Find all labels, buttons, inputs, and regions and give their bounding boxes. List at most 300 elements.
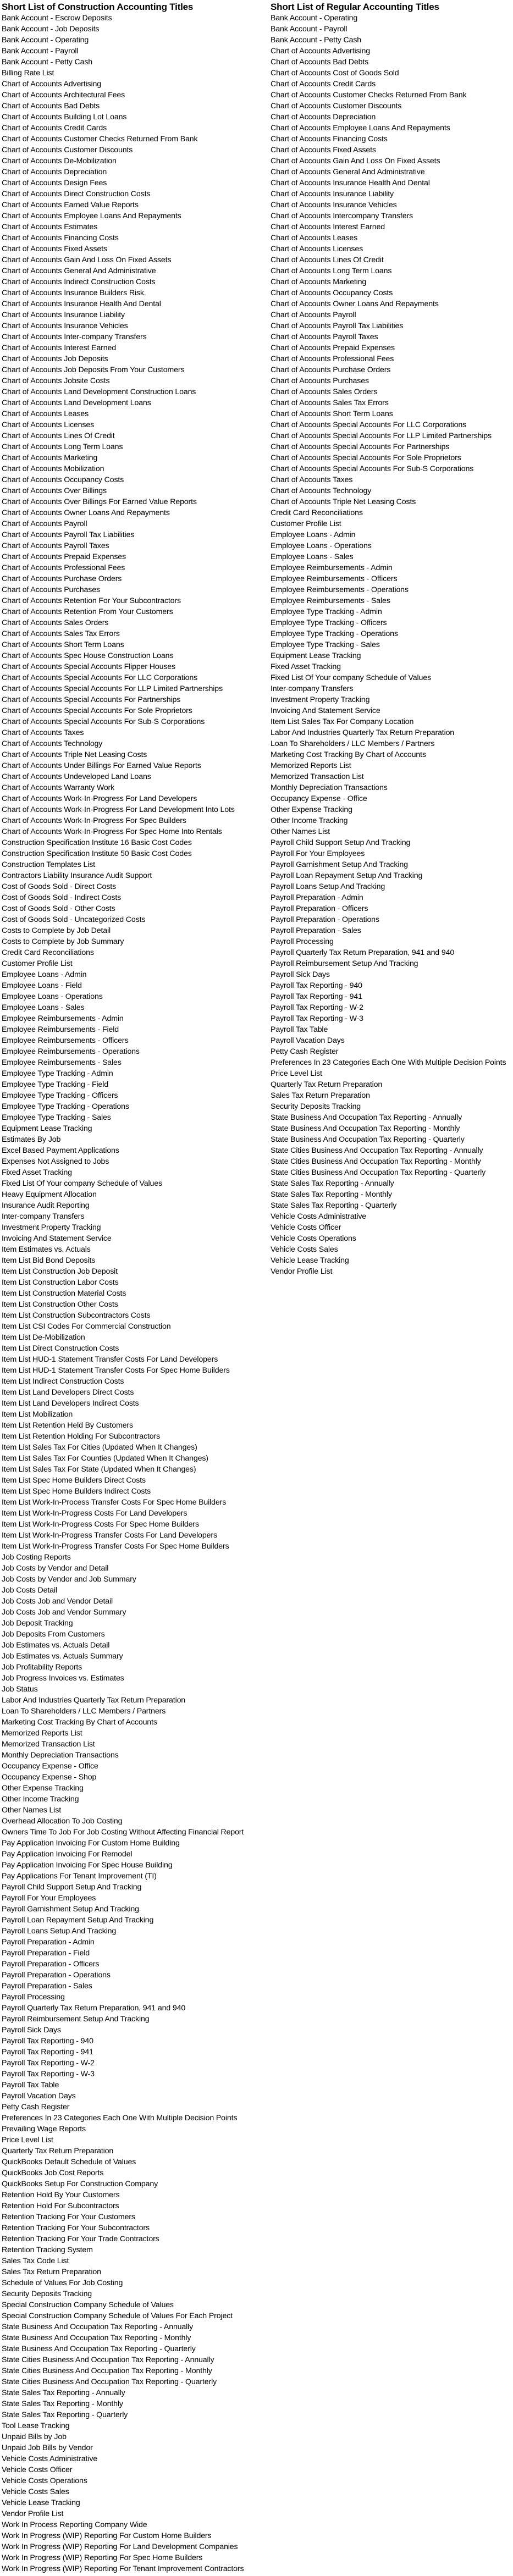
list-item: Security Deposits Tracking (2, 2290, 92, 2298)
list-item: State Business And Occupation Tax Reporting - Quarterly (2, 2345, 196, 2353)
list-item: Job Costs Job and Vendor Detail (2, 1597, 113, 1606)
list-item: Schedule of Values For Job Costing (2, 2279, 123, 2287)
list-item: Employee Loans - Admin (2, 970, 87, 979)
list-item: Chart of Accounts Technology (271, 487, 372, 495)
list-item: Employee Reimbursements - Operations (271, 585, 409, 594)
list-item: Chart of Accounts Purchase Orders (2, 574, 122, 583)
list-item: Chart of Accounts Insurance Health And Dental (2, 300, 161, 308)
list-item: Chart of Accounts Sales Orders (2, 618, 109, 627)
list-item: Other Names List (2, 1806, 61, 1815)
list-item: Chart of Accounts Land Development Loans (2, 399, 151, 407)
list-item: Employee Loans - Sales (271, 552, 354, 561)
list-item: Employee Loans - Field (2, 981, 82, 990)
list-item: Payroll Child Support Setup And Tracking (2, 1883, 142, 1892)
list-item: Vendor Profile List (2, 2509, 64, 2518)
list-item: Chart of Accounts Mobilization (2, 465, 104, 473)
list-item: Chart of Accounts Warranty Work (2, 783, 115, 792)
list-item: Chart of Accounts Insurance Liability (271, 190, 394, 198)
list-item: Item List Spec Home Builders Direct Costs (2, 1476, 146, 1485)
list-item: State Business And Occupation Tax Reporting - Monthly (2, 2334, 191, 2342)
list-item: Chart of Accounts Special Accounts Flipper Houses (2, 662, 175, 671)
list-item: Prevailing Wage Reports (2, 2125, 86, 2133)
list-item: Petty Cash Register (2, 2103, 70, 2111)
list-item: Item List Work-In-Progress Costs For Land Developers (2, 1509, 187, 1518)
list-item: Chart of Accounts Work-In-Progress For Land Developers (2, 794, 197, 803)
list-item: Chart of Accounts Insurance Builders Risk. (2, 289, 146, 297)
list-item: Payroll Tax Reporting - 941 (271, 992, 362, 1001)
list-item: Chart of Accounts Short Term Loans (271, 410, 393, 418)
list-item: Employee Type Tracking - Officers (2, 1091, 118, 1100)
list-item: Chart of Accounts Sales Orders (271, 388, 378, 396)
list-item: Memorized Transaction List (2, 1740, 95, 1749)
list-item: Chart of Accounts Payroll (2, 519, 87, 528)
list-item: Retention Tracking System (2, 2246, 93, 2254)
list-item: Sales Tax Code List (2, 2257, 69, 2265)
list-item: Item List Retention Holding For Subcontractors (2, 1432, 161, 1441)
list-item: Chart of Accounts Owner Loans And Repayments (2, 508, 170, 517)
list-item: Chart of Accounts Long Term Loans (271, 267, 392, 275)
list-item: Cost of Goods Sold - Other Costs (2, 904, 115, 913)
list-item: Chart of Accounts Professional Fees (2, 563, 125, 572)
list-item: Chart of Accounts Technology (2, 739, 103, 748)
list-item: Item List HUD-1 Statement Transfer Costs For Spec Home Builders (2, 1366, 230, 1375)
list-item: Item List Construction Material Costs (2, 1289, 126, 1298)
list-item: Chart of Accounts Work-In-Progress For Land Development Into Lots (2, 805, 235, 814)
list-item: Employee Reimbursements - Field (2, 1025, 119, 1034)
list-item: State Business And Occupation Tax Reporting - Annually (2, 2323, 194, 2331)
list-item: Retention Tracking For Your Customers (2, 2213, 135, 2221)
list-item: Retention Hold By Your Customers (2, 2191, 120, 2199)
list-item: Chart of Accounts Sales Tax Errors (2, 629, 120, 638)
list-item: Chart of Accounts Bad Debts (2, 102, 100, 110)
list-item: Chart of Accounts Taxes (2, 728, 84, 737)
list-item: Bank Account - Payroll (271, 25, 347, 34)
list-item: Chart of Accounts Job Deposits (2, 355, 108, 363)
list-item: Work In Progress (WIP) Reporting For Spec Home Builders (2, 2553, 203, 2562)
list-item: Item List De-Mobilization (2, 1333, 85, 1342)
list-item: Chart of Accounts De-Mobilization (2, 157, 117, 165)
list-item: Chart of Accounts Customer Checks Returned From Bank (271, 91, 467, 99)
list-item: Payroll For Your Employees (2, 1894, 96, 1903)
list-item: State Business And Occupation Tax Reporting - Annually (271, 1113, 462, 1122)
list-item: Chart of Accounts Payroll Tax Liabilities (2, 530, 135, 539)
list-item: Vehicle Lease Tracking (2, 2498, 80, 2507)
list-item: Item List Work-In-Progress Transfer Costs For Spec Home Builders (2, 1542, 229, 1551)
list-item: Fixed List Of Your company Schedule of Values (2, 1179, 162, 1188)
list-item: Chart of Accounts Occupancy Costs (2, 476, 124, 484)
list-item: Item List Sales Tax For State (Updated When It Changes) (2, 1465, 196, 1474)
list-item: Chart of Accounts Triple Net Leasing Costs (271, 497, 416, 506)
list-item: Work In Progress (WIP) Reporting For Land Development Companies (2, 2542, 238, 2551)
list-item: State Sales Tax Reporting - Monthly (2, 2400, 123, 2408)
list-item: Monthly Depreciation Transactions (271, 783, 388, 792)
list-item: Chart of Accounts Architectural Fees (2, 91, 125, 99)
list-item: Chart of Accounts Leases (271, 234, 358, 242)
construction-titles-column (2, 2, 255, 2574)
list-item: Payroll Loan Repayment Setup And Tracking (2, 1916, 154, 1925)
list-item: Equipment Lease Tracking (2, 1124, 92, 1133)
list-item: Employee Loans - Operations (2, 992, 103, 1001)
list-item: Occupancy Expense - Office (271, 794, 367, 803)
list-item: Chart of Accounts Retention From Your Customers (2, 607, 173, 616)
list-item: Payroll Tax Reporting - W-3 (2, 2070, 95, 2079)
list-item: Construction Templates List (2, 860, 95, 869)
list-item: Chart of Accounts Special Accounts For Sub-S Corporations (2, 717, 205, 726)
list-item: Other Income Tracking (271, 816, 348, 825)
list-item: Chart of Accounts Jobsite Costs (2, 377, 110, 385)
list-item: Item List Land Developers Indirect Costs (2, 1399, 139, 1408)
list-item: Chart of Accounts Cost of Goods Sold (271, 69, 399, 78)
list-item: Chart of Accounts Depreciation (271, 113, 376, 121)
list-item: Chart of Accounts Work-In-Progress For Spec Home Into Rentals (2, 827, 222, 836)
list-item: Chart of Accounts Leases (2, 410, 89, 418)
list-item: State Sales Tax Reporting - Annually (271, 1179, 394, 1188)
list-item: Chart of Accounts Prepaid Expenses (271, 344, 395, 352)
list-item: Chart of Accounts Customer Discounts (2, 146, 133, 154)
list-item: Chart of Accounts Special Accounts For LLC Corporations (2, 673, 198, 682)
list-item: Employee Reimbursements - Officers (271, 574, 398, 583)
list-item: Item List HUD-1 Statement Transfer Costs For Land Developers (2, 1355, 218, 1364)
list-item: Payroll Tax Reporting - W-3 (271, 1014, 363, 1023)
list-item: Chart of Accounts Design Fees (2, 179, 107, 187)
list-item: Overhead Allocation To Job Costing (2, 1817, 123, 1826)
list-item: Chart of Accounts Job Deposits From Your Customers (2, 366, 185, 374)
list-item: Credit Card Reconciliations (2, 948, 94, 957)
list-item: Retention Tracking For Your Trade Contractors (2, 2235, 159, 2243)
list-item: Chart of Accounts Lines Of Credit (2, 432, 115, 440)
list-item: Payroll Loan Repayment Setup And Tracking (271, 871, 423, 880)
list-item: Chart of Accounts Over Billings For Earned Value Reports (2, 497, 197, 506)
list-item: Marketing Cost Tracking By Chart of Accounts (2, 1718, 157, 1727)
list-item: Employee Type Tracking - Operations (271, 629, 398, 638)
list-item: Work In Process Reporting Company Wide (2, 2520, 147, 2529)
list-item: Item List Bid Bond Deposits (2, 1256, 96, 1265)
construction-titles-list (2, 13, 255, 2574)
list-item: Security Deposits Tracking (271, 1102, 361, 1111)
list-item: State Business And Occupation Tax Reporting - Quarterly (271, 1135, 465, 1144)
list-item: Chart of Accounts Spec House Construction Loans (2, 651, 174, 660)
list-item: Chart of Accounts Under Billings For Earned Value Reports (2, 761, 201, 770)
list-item: Item List Work-In-Progress Costs For Spec Home Builders (2, 1520, 199, 1529)
list-item: Payroll Preparation - Operations (271, 915, 379, 924)
list-item: Chart of Accounts Special Accounts For Sole Proprietors (271, 454, 461, 462)
list-item: Chart of Accounts Depreciation (2, 168, 107, 176)
list-item: Item List Work-In-Progress Transfer Costs For Land Developers (2, 1531, 217, 1540)
list-item: Payroll Preparation - Admin (271, 893, 363, 902)
list-item: Costs to Complete by Job Detail (2, 926, 111, 935)
list-item: Work In Progress (WIP) Reporting For Custom Home Builders (2, 2531, 212, 2540)
list-item: Cost of Goods Sold - Indirect Costs (2, 893, 122, 902)
list-item: Payroll Garnishment Setup And Tracking (2, 1905, 139, 1914)
list-item: Chart of Accounts Inter-company Transfers (2, 333, 147, 341)
list-item: Chart of Accounts Bad Debts (271, 58, 369, 67)
list-item: Monthly Depreciation Transactions (2, 1751, 119, 1760)
list-item: Chart of Accounts Building Lot Loans (2, 113, 127, 121)
list-item: Chart of Accounts Marketing (271, 278, 367, 286)
list-item: Item List Construction Other Costs (2, 1300, 118, 1309)
list-item: Chart of Accounts Long Term Loans (2, 443, 123, 451)
list-item: Inter-company Transfers (271, 684, 354, 693)
list-item: Employee Loans - Operations (271, 541, 372, 550)
list-item: Contractors Liability Insurance Audit Support (2, 871, 152, 880)
list-item: Chart of Accounts Special Accounts For Sole Proprietors (2, 706, 192, 715)
list-item: Excel Based Payment Applications (2, 1146, 119, 1155)
list-item: Payroll Quarterly Tax Return Preparation, 941 and 940 (2, 2004, 186, 2013)
list-item: State Business And Occupation Tax Reporting - Monthly (271, 1124, 460, 1133)
list-item: State Cities Business And Occupation Tax Reporting - Annually (2, 2356, 214, 2364)
list-item: Chart of Accounts Payroll Taxes (2, 541, 109, 550)
list-item: Job Deposits From Customers (2, 1630, 105, 1639)
list-item: Cost of Goods Sold - Direct Costs (2, 882, 116, 891)
list-item: Payroll Tax Table (271, 1025, 328, 1034)
list-item: Payroll Sick Days (271, 970, 330, 979)
list-item: Payroll Tax Reporting - 940 (271, 981, 362, 990)
list-item: Payroll Tax Reporting - W-2 (271, 1003, 363, 1012)
list-item: Chart of Accounts Lines Of Credit (271, 256, 384, 264)
list-item: Job Costs by Vendor and Job Summary (2, 1575, 136, 1584)
list-item: Payroll Preparation - Admin (2, 1938, 95, 1947)
list-item: Item List Sales Tax For Counties (Updated When It Changes) (2, 1454, 208, 1463)
list-item: State Sales Tax Reporting - Quarterly (2, 2411, 128, 2419)
list-item: Item List Construction Labor Costs (2, 1278, 119, 1287)
list-item: Chart of Accounts Licenses (271, 245, 363, 253)
list-item: Item List Retention Held By Customers (2, 1421, 133, 1430)
list-item: Chart of Accounts Professional Fees (271, 355, 394, 363)
list-item: Employee Reimbursements - Sales (271, 596, 390, 605)
list-item: Payroll Child Support Setup And Tracking (271, 838, 411, 847)
list-item: Chart of Accounts Short Term Loans (2, 640, 124, 649)
list-item: QuickBooks Default Schedule of Values (2, 2158, 136, 2166)
list-item: Payroll Vacation Days (2, 2092, 76, 2100)
list-item: Employee Reimbursements - Admin (271, 563, 393, 572)
list-item: Billing Rate List (2, 69, 54, 78)
list-item: Employee Loans - Sales (2, 1003, 85, 1012)
list-item: Chart of Accounts Sales Tax Errors (271, 399, 389, 407)
list-item: QuickBooks Setup For Construction Company (2, 2180, 158, 2188)
list-item: State Cities Business And Occupation Tax Reporting - Quarterly (2, 2378, 217, 2386)
list-item: Chart of Accounts Insurance Vehicles (271, 201, 397, 209)
list-item: Job Profitability Reports (2, 1663, 82, 1672)
list-item: Chart of Accounts Special Accounts For Partnerships (271, 443, 450, 451)
list-item: Payroll For Your Employees (271, 849, 365, 858)
list-item: Item List Construction Subcontractors Costs (2, 1311, 151, 1320)
list-item: Owners Time To Job For Job Costing Without Affecting Financial Report (2, 1828, 244, 1837)
list-item: Construction Specification Institute 50 Basic Cost Codes (2, 849, 192, 858)
list-item: Job Costs by Vendor and Detail (2, 1564, 109, 1573)
list-item: Payroll Loans Setup And Tracking (271, 882, 385, 891)
list-item: Chart of Accounts Undeveloped Land Loans (2, 772, 151, 781)
list-item: Vehicle Costs Sales (271, 1245, 338, 1254)
list-item: Chart of Accounts Direct Construction Costs (2, 190, 151, 198)
list-item: QuickBooks Job Cost Reports (2, 2169, 104, 2177)
list-item: Item List Direct Construction Costs (2, 1344, 119, 1353)
list-item: Other Expense Tracking (271, 805, 352, 814)
list-item: Cost of Goods Sold - Uncategorized Costs (2, 915, 146, 924)
list-item: Vehicle Costs Operations (271, 1234, 356, 1243)
list-item: Chart of Accounts Land Development Construction Loans (2, 388, 196, 396)
list-item: Estimates By Job (2, 1135, 61, 1144)
list-item: Employee Reimbursements - Sales (2, 1058, 122, 1067)
construction-titles-heading: Short List of Construction Accounting Titles (2, 2, 194, 12)
list-item: Bank Account - Escrow Deposits (2, 14, 112, 23)
list-item: Payroll Preparation - Officers (2, 1960, 100, 1969)
list-item: Chart of Accounts Insurance Health And Dental (271, 179, 430, 187)
list-item: Chart of Accounts Special Accounts For LLP Limited Partnerships (2, 684, 223, 693)
list-item: Chart of Accounts Advertising (2, 80, 101, 89)
list-item: Quarterly Tax Return Preparation (2, 2147, 114, 2155)
list-item: Other Names List (271, 827, 330, 836)
list-item: Chart of Accounts Marketing (2, 454, 98, 462)
list-item: Occupancy Expense - Shop (2, 1773, 97, 1782)
list-item: Vehicle Costs Officer (271, 1223, 341, 1232)
list-item: Inter-company Transfers (2, 1212, 85, 1221)
list-item: Payroll Tax Reporting - 940 (2, 2037, 93, 2046)
list-item: Chart of Accounts Credit Cards (2, 124, 107, 132)
list-item: Pay Application Invoicing For Custom Home Building (2, 1839, 180, 1848)
list-item: Sales Tax Return Preparation (271, 1091, 370, 1100)
list-item: Vendor Profile List (271, 1267, 333, 1276)
list-item: Price Level List (2, 2136, 53, 2144)
list-item: Chart of Accounts Purchases (271, 377, 369, 385)
list-item: Item List Sales Tax For Cities (Updated When It Changes) (2, 1443, 197, 1452)
list-item: Payroll Preparation - Sales (2, 1982, 92, 1991)
list-item: Chart of Accounts Advertising (271, 47, 370, 56)
list-item: Customer Profile List (271, 519, 341, 528)
list-item: Employee Type Tracking - Sales (271, 640, 380, 649)
list-item: Memorized Reports List (271, 761, 351, 770)
list-item: Chart of Accounts Special Accounts For LLC Corporations (271, 421, 467, 429)
list-item: Other Income Tracking (2, 1795, 79, 1804)
list-item: Employee Loans - Admin (271, 530, 356, 539)
list-item: Chart of Accounts Taxes (271, 476, 353, 484)
list-item: Job Estimates vs. Actuals Summary (2, 1652, 123, 1661)
list-item: Payroll Vacation Days (271, 1036, 345, 1045)
list-item: Vehicle Costs Administrative (271, 1212, 367, 1221)
list-item: Occupancy Expense - Office (2, 1762, 98, 1771)
list-item: Other Expense Tracking (2, 1784, 84, 1793)
list-item: Item List Indirect Construction Costs (2, 1377, 124, 1386)
list-item: Payroll Preparation - Officers (271, 904, 368, 913)
list-item: Credit Card Reconciliations (271, 508, 363, 517)
list-item: Job Deposit Tracking (2, 1619, 73, 1628)
list-item: Pay Application Invoicing For Spec House Building (2, 1861, 173, 1870)
list-item: Chart of Accounts Work-In-Progress For Spec Builders (2, 816, 186, 825)
regular-titles-column (271, 2, 512, 1277)
list-item: Chart of Accounts Insurance Liability (2, 311, 125, 319)
list-item: Preferences In 23 Categories Each One With Multiple Decision Points (2, 2114, 238, 2122)
list-item: Chart of Accounts Payroll (271, 311, 356, 319)
list-item: Chart of Accounts Indirect Construction Costs (2, 278, 156, 286)
list-item: Work In Progress (WIP) Reporting For Tenant Improvement Contractors (2, 2564, 244, 2573)
list-item: Special Construction Company Schedule of Values For Each Project (2, 2312, 233, 2320)
list-item: Costs to Complete by Job Summary (2, 937, 124, 946)
list-item: Chart of Accounts Financing Costs (271, 135, 388, 143)
list-item: Chart of Accounts Customer Discounts (271, 102, 402, 110)
list-item: Chart of Accounts Special Accounts For LLP Limited Partnerships (271, 432, 492, 440)
list-item: Item List Mobilization (2, 1410, 73, 1419)
list-item: Heavy Equipment Allocation (2, 1190, 97, 1199)
list-item: Chart of Accounts Special Accounts For Sub-S Corporations (271, 465, 474, 473)
list-item: Vehicle Costs Officer (2, 2466, 73, 2474)
list-item: State Sales Tax Reporting - Annually (2, 2389, 125, 2397)
list-item: Payroll Preparation - Sales (271, 926, 361, 935)
list-item: Chart of Accounts Licenses (2, 421, 95, 429)
list-item: Employee Type Tracking - Field (2, 1080, 108, 1089)
list-item: Bank Account - Petty Cash (2, 58, 93, 67)
list-item: Vehicle Costs Sales (2, 2487, 69, 2496)
list-item: Bank Account - Job Deposits (2, 25, 100, 34)
list-item: Chart of Accounts Prepaid Expenses (2, 552, 126, 561)
list-item: Item List Spec Home Builders Indirect Costs (2, 1487, 151, 1496)
list-item: Payroll Garnishment Setup And Tracking (271, 860, 408, 869)
list-item: Labor And Industries Quarterly Tax Return Preparation (271, 728, 455, 737)
list-item: Employee Reimbursements - Officers (2, 1036, 129, 1045)
list-item: State Sales Tax Reporting - Monthly (271, 1190, 392, 1199)
list-item: Employee Type Tracking - Officers (271, 618, 387, 627)
list-item: Fixed Asset Tracking (271, 662, 341, 671)
list-item: Item List CSI Codes For Commercial Construction (2, 1322, 171, 1331)
list-item: Payroll Reimbursement Setup And Tracking (271, 959, 418, 968)
list-item: Item List Land Developers Direct Costs (2, 1388, 134, 1397)
list-item: Job Costs Detail (2, 1586, 57, 1595)
list-item: Bank Account - Payroll (2, 47, 79, 56)
list-item: Investment Property Tracking (271, 695, 370, 704)
list-item: Item List Work-In-Process Transfer Costs For Spec Home Builders (2, 1498, 227, 1507)
list-item: Job Status (2, 1685, 38, 1694)
list-item: Equipment Lease Tracking (271, 651, 361, 660)
list-item: Payroll Sick Days (2, 2026, 61, 2035)
list-item: Employee Type Tracking - Sales (2, 1113, 111, 1122)
list-item: Chart of Accounts Payroll Tax Liabilities (271, 322, 404, 330)
list-item: Chart of Accounts Customer Checks Returned From Bank (2, 135, 198, 143)
list-item: Insurance Audit Reporting (2, 1201, 90, 1210)
list-item: Vehicle Costs Operations (2, 2477, 87, 2485)
list-item: Job Costs Job and Vendor Summary (2, 1608, 126, 1617)
list-item: Unpaid Job Bills by Vendor (2, 2444, 93, 2452)
list-item: Chart of Accounts Purchase Orders (271, 366, 391, 374)
list-item: Chart of Accounts Occupancy Costs (271, 289, 393, 297)
list-item: Invoicing And Statement Service (2, 1234, 112, 1243)
list-item: Employee Type Tracking - Operations (2, 1102, 129, 1111)
list-item: Chart of Accounts Fixed Assets (2, 245, 107, 253)
list-item: Chart of Accounts Owner Loans And Repayments (271, 300, 439, 308)
list-item: Chart of Accounts Financing Costs (2, 234, 119, 242)
list-item: Investment Property Tracking (2, 1223, 101, 1232)
list-item: Chart of Accounts Credit Cards (271, 80, 376, 89)
list-item: Chart of Accounts Payroll Taxes (271, 333, 378, 341)
list-item: Bank Account - Operating (271, 14, 358, 23)
list-item: Labor And Industries Quarterly Tax Return Preparation (2, 1696, 186, 1705)
list-item: Bank Account - Petty Cash (271, 36, 362, 45)
list-item: State Cities Business And Occupation Tax Reporting - Annually (271, 1146, 483, 1155)
list-item: Chart of Accounts Earned Value Reports (2, 201, 139, 209)
list-item: Item Estimates vs. Actuals (2, 1245, 91, 1254)
list-item: Payroll Loans Setup And Tracking (2, 1927, 117, 1936)
list-item: Special Construction Company Schedule of Values (2, 2301, 174, 2309)
list-item: State Cities Business And Occupation Tax Reporting - Monthly (271, 1157, 481, 1166)
list-item: Item List Sales Tax For Company Location (271, 717, 414, 726)
list-item: Chart of Accounts Special Accounts For Partnerships (2, 695, 181, 704)
list-item: Vehicle Costs Administrative (2, 2455, 98, 2463)
list-item: Job Estimates vs. Actuals Detail (2, 1641, 110, 1650)
list-item: Payroll Preparation - Operations (2, 1971, 111, 1980)
list-item: Memorized Reports List (2, 1729, 82, 1738)
list-item: Employee Reimbursements - Operations (2, 1047, 140, 1056)
list-item: Bank Account - Operating (2, 36, 89, 45)
list-item: Employee Type Tracking - Admin (2, 1069, 113, 1078)
list-item: Tool Lease Tracking (2, 2422, 70, 2430)
list-item: Payroll Preparation - Field (2, 1949, 90, 1958)
